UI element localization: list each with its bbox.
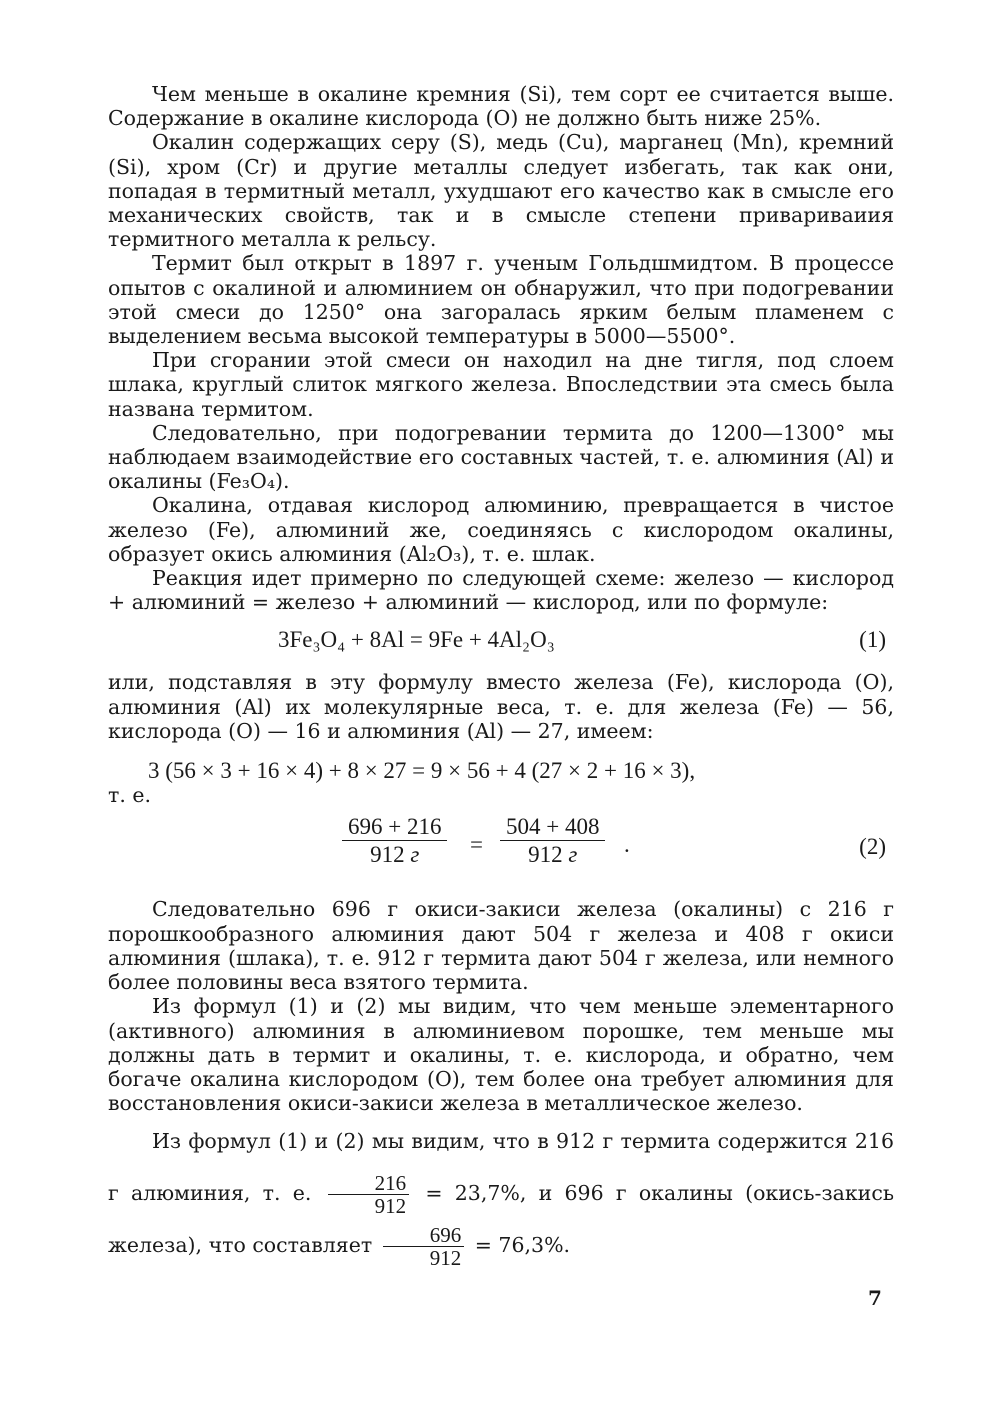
left-fraction: [342, 815, 447, 866]
left-denominator: [370, 841, 419, 867]
final-mid: = 23,7%, и 696 г окалины (окись-закись железа), что составляет: [108, 1181, 894, 1258]
equals-sign: =: [470, 832, 483, 858]
equation-end-dot: .: [624, 832, 630, 858]
paragraph: Окалин содержащих серу (S), медь (Cu), марганец (Mn), кремний (Si), хром (Cr) и другие металлы следует избегать, так как они, попадая в термитный металл, ухудшают его качество как в смысле его механических свойств, так и в смысле степени привариваиия термитного металла к рельсу.: [108, 130, 894, 252]
page-body: [108, 82, 894, 1271]
paragraph: или, подставляя в эту формулу вместо железа (Fe), кислорода (О), алюминия (Al) их молекулярные веса, т. е. для железа (Fe) — 56, кислорода (О) — 16 и алюминия (Al) — 27, имеем:: [108, 670, 894, 743]
page-number: 7: [868, 1286, 882, 1310]
left-den-unit: г: [410, 841, 420, 867]
equation-1: [108, 616, 894, 670]
equation-1-number: (1): [859, 627, 886, 653]
right-den-value: 912: [528, 841, 563, 867]
final-tail: = 76,3%.: [474, 1233, 571, 1258]
paragraph: При сгорании этой смеси он находил на дне тигля, под слоем шлака, круглый слиток мягкого железа. Впоследствии эта смесь была названа термитом.: [108, 348, 894, 421]
right-denominator: [528, 841, 577, 867]
paragraph: Следовательно, при подогревании термита до 1200—1300° мы наблюдаем взаимодействие его составных частей, т. е. алюминия (Al) и окалины (Fe₃O₄).: [108, 420, 894, 494]
left-den-value: 912: [370, 841, 405, 867]
paragraph: Из формул (1) и (2) мы видим, что чем меньше элементарного (активного) алюминия в алюминиевом порошке, тем меньше мы должны дать в термит и окалины, т. е. кислорода, и обратно, чем богаче окалина кислородом (О), тем более она требует алюминия для восстановления окиси-закиси железа в металлическое железо.: [108, 994, 894, 1116]
fraction-numerator: 696: [383, 1224, 465, 1247]
paragraph: Термит был открыт в 1897 г. ученым Гольдшмидтом. В процессе опытов с окалиной и алюминием он обнаружил, что при подогревании этой смеси до 1250° она загоралась ярким белым пламенем с выделением весьма высокой температуры в 5000—5500°.: [108, 251, 894, 349]
fraction-numerator: 216: [328, 1172, 410, 1195]
final-lead: Из формул (1) и (2) мы видим, что в 912 г термита содержится 216 г алюминия, т. е.: [108, 1129, 894, 1206]
te-label: т. е.: [108, 783, 152, 808]
equation-1-body: 3Fe₃O₄ + 8Al = 9Fe + 4Al₂O₃: [278, 627, 555, 653]
equation-2: [108, 807, 894, 897]
paragraph: Чем меньше в окалине кремния (Si), тем сорт ее считается выше. Содержание в окалине кислорода (О) не должно быть ниже 25%.: [108, 82, 894, 131]
fraction-denominator: 912: [429, 1246, 462, 1271]
final-paragraph: [108, 1115, 894, 1271]
paragraph: Окалина, отдавая кислород алюминию, превращается в чистое железо (Fe), алюминий же, соединяясь с кислородом окалины, образует окись алюминия (Al₂O₃), т. е. шлак.: [108, 493, 894, 566]
right-fraction: [500, 815, 605, 866]
right-numerator: 504 + 408: [500, 815, 605, 840]
equation-2-number: (2): [859, 834, 886, 860]
left-numerator: 696 + 216: [342, 815, 447, 840]
fraction-denominator: 912: [374, 1194, 407, 1219]
right-den-unit: г: [568, 841, 578, 867]
fraction-696-912: [383, 1224, 465, 1269]
molecular-weight-equation: 3 (56 × 3 + 16 × 4) + 8 × 27 = 9 × 56 + 4 (27 × 2 + 16 × 3),: [148, 758, 696, 784]
paragraph: Реакция идет примерно по следующей схеме: железо — кислород + алюминий = железо + алюминий — кислород, или по формуле:: [108, 566, 894, 615]
paragraph: Следовательно 696 г окиси-закиси железа (окалины) с 216 г порошкообразного алюминия дают 504 г железа и 408 г окиси алюминия (шлака), т. е. 912 г термита дают 504 г железа, или немного более половины веса взятого термита.: [108, 897, 894, 995]
fraction-216-912: [328, 1172, 410, 1217]
